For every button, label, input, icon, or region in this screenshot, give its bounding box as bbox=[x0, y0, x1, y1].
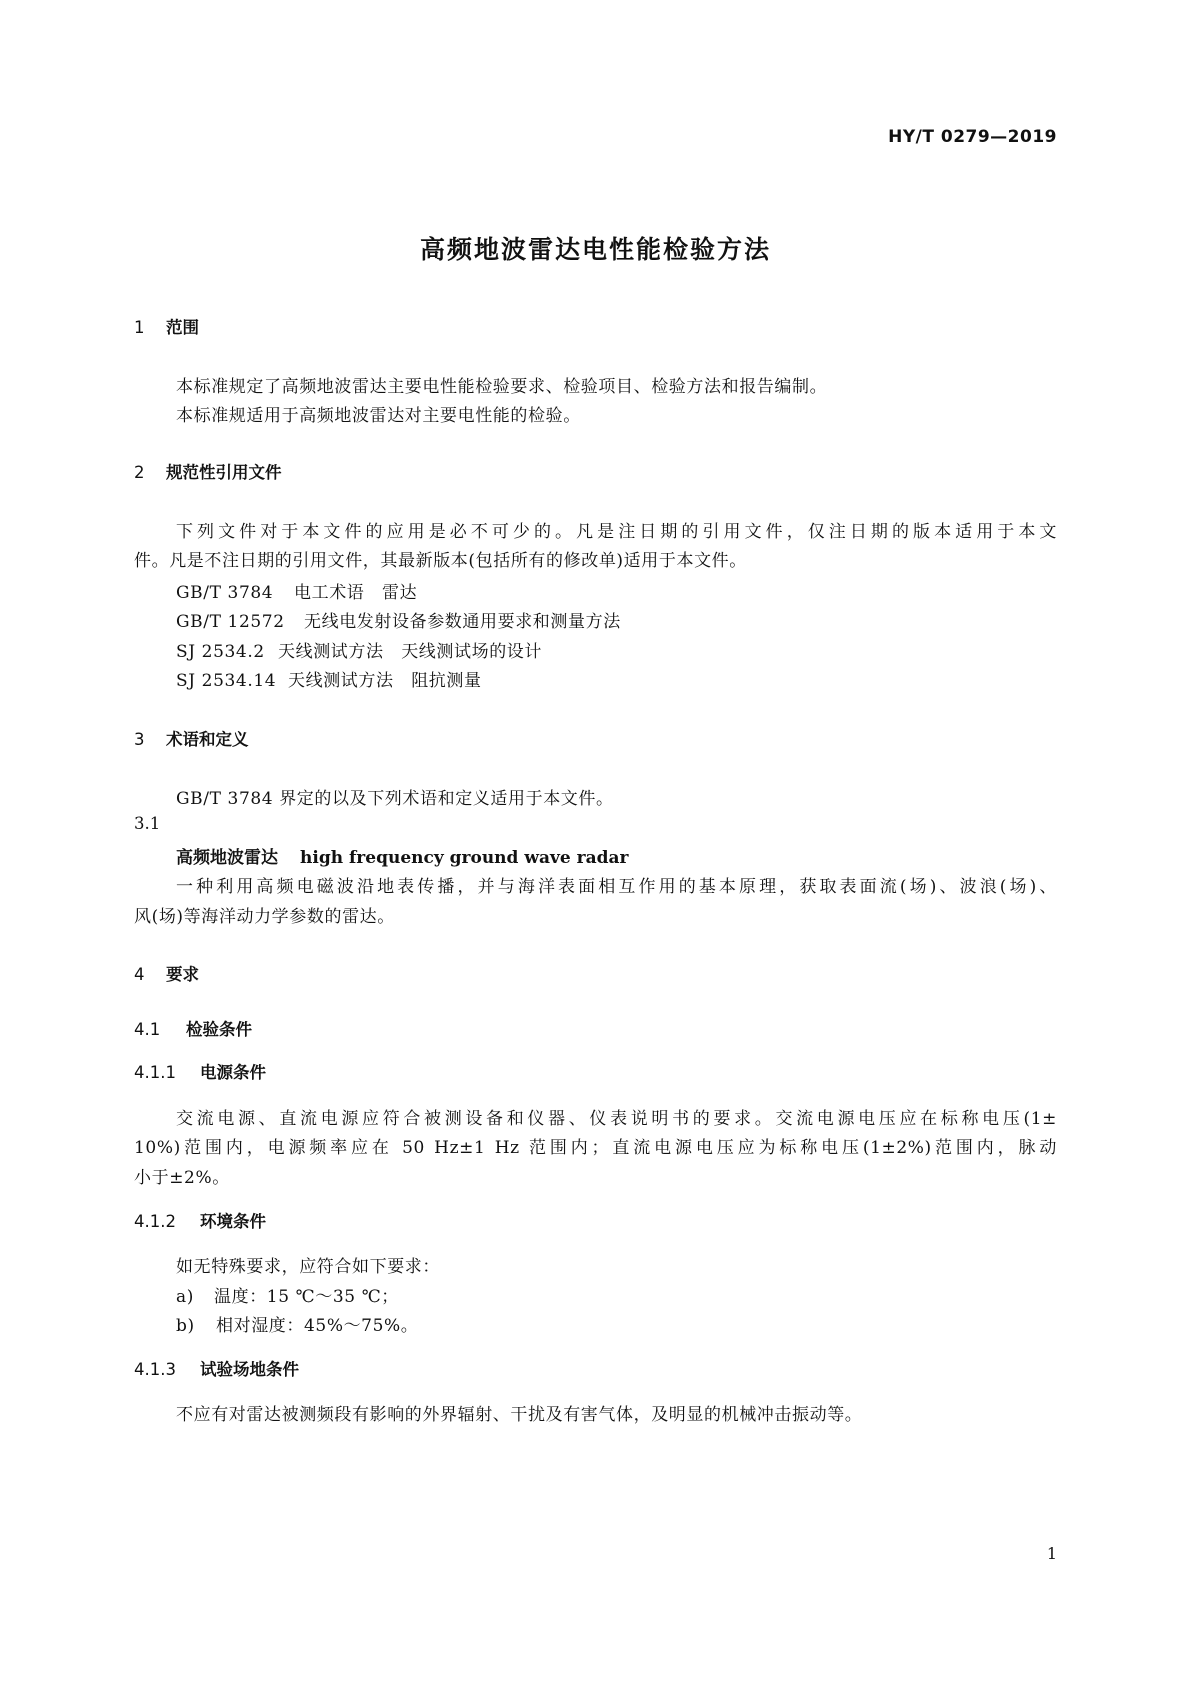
paragraph: 不应有对雷达被测频段有影响的外界辐射、干扰及有害气体，及明显的机械冲击振动等。 bbox=[176, 1405, 863, 1425]
text-line: 10%)范围内，电源频率应在 50 Hz±1 Hz 范围内；直流电源电压应为标称电压(1±2%)范围内，脉动 bbox=[134, 1138, 1057, 1158]
section-title: 试验场地条件 bbox=[200, 1360, 299, 1379]
paragraph: GB/T 3784 界定的以及下列术语和定义适用于本文件。 bbox=[176, 789, 614, 809]
paragraph-line: 风(场)等海洋动力学参数的雷达。 bbox=[134, 907, 395, 927]
section-number: 1 bbox=[134, 318, 145, 337]
reference-item bbox=[176, 607, 621, 632]
section-title: 规范性引用文件 bbox=[166, 463, 282, 482]
paragraph-line bbox=[176, 1104, 1057, 1129]
reference-code: SJ 2534.14 bbox=[176, 671, 277, 691]
reference-item bbox=[176, 578, 417, 603]
section-title: 要求 bbox=[166, 965, 199, 984]
section-number: 4.1.1 bbox=[134, 1063, 176, 1082]
term-en: high frequency ground wave radar bbox=[300, 848, 629, 868]
term-number: 3.1 bbox=[134, 814, 161, 833]
text-line: 交流电源、直流电源应符合被测设备和仪器、仪表说明书的要求。交流电源电压应在标称电压(1± bbox=[176, 1109, 1057, 1129]
reference-code: SJ 2534.2 bbox=[176, 642, 265, 662]
section-4-1-heading bbox=[134, 1016, 252, 1040]
section-4-1-3-heading bbox=[134, 1356, 299, 1380]
section-title: 术语和定义 bbox=[166, 730, 249, 749]
reference-title: 电工术语 雷达 bbox=[294, 583, 418, 603]
reference-title: 天线测试方法 天线测试场的设计 bbox=[278, 642, 542, 662]
section-number: 4.1.3 bbox=[134, 1360, 176, 1379]
section-number: 4.1 bbox=[134, 1020, 161, 1039]
list-text: 相对湿度：45%～75%。 bbox=[216, 1316, 419, 1336]
section-title: 环境条件 bbox=[200, 1212, 266, 1231]
section-2-heading bbox=[134, 459, 282, 483]
section-4-1-2-heading bbox=[134, 1208, 266, 1232]
reference-title: 天线测试方法 阻抗测量 bbox=[288, 671, 482, 691]
text-line: 下列文件对于本文件的应用是必不可少的。凡是注日期的引用文件，仅注日期的版本适用于本文 bbox=[176, 522, 1057, 542]
paragraph-line: 件。凡是不注日期的引用文件，其最新版本(包括所有的修改单)适用于本文件。 bbox=[134, 551, 747, 571]
page-number: 1 bbox=[1046, 1544, 1057, 1563]
reference-item bbox=[176, 637, 542, 662]
list-marker: a) bbox=[176, 1287, 194, 1307]
paragraph-line bbox=[134, 1133, 1057, 1158]
standard-code: HY/T 0279—2019 bbox=[888, 127, 1057, 147]
list-item bbox=[176, 1311, 418, 1336]
section-number: 3 bbox=[134, 730, 145, 749]
reference-code: GB/T 3784 bbox=[176, 583, 274, 603]
term-zh: 高频地波雷达 bbox=[176, 848, 278, 868]
paragraph-line bbox=[176, 517, 1057, 542]
paragraph: 本标准规适用于高频地波雷达对主要电性能的检验。 bbox=[176, 406, 581, 426]
term-entry bbox=[176, 843, 628, 868]
paragraph-line: 小于±2%。 bbox=[134, 1168, 230, 1188]
section-number: 4.1.2 bbox=[134, 1212, 176, 1231]
section-title: 电源条件 bbox=[200, 1063, 266, 1082]
paragraph: 如无特殊要求，应符合如下要求： bbox=[176, 1257, 440, 1277]
reference-code: GB/T 12572 bbox=[176, 612, 285, 632]
section-1-heading bbox=[134, 314, 199, 338]
document-title: 高频地波雷达电性能检验方法 bbox=[419, 235, 771, 264]
reference-item bbox=[176, 666, 482, 691]
list-marker: b) bbox=[176, 1316, 195, 1336]
section-4-1-1-heading bbox=[134, 1059, 266, 1083]
reference-title: 无线电发射设备参数通用要求和测量方法 bbox=[304, 612, 621, 632]
paragraph: 本标准规定了高频地波雷达主要电性能检验要求、检验项目、检验方法和报告编制。 bbox=[176, 377, 828, 397]
section-number: 4 bbox=[134, 965, 145, 984]
section-4-heading bbox=[134, 961, 199, 985]
section-title: 检验条件 bbox=[186, 1020, 252, 1039]
section-3-heading bbox=[134, 726, 249, 750]
text-line: 一种利用高频电磁波沿地表传播，并与海洋表面相互作用的基本原理，获取表面流(场)、波浪(场)、 bbox=[176, 877, 1057, 897]
list-text: 温度：15 ℃～35 ℃； bbox=[214, 1287, 399, 1307]
list-item bbox=[176, 1282, 399, 1307]
section-title: 范围 bbox=[166, 318, 199, 337]
section-number: 2 bbox=[134, 463, 145, 482]
paragraph-line bbox=[176, 872, 1057, 897]
